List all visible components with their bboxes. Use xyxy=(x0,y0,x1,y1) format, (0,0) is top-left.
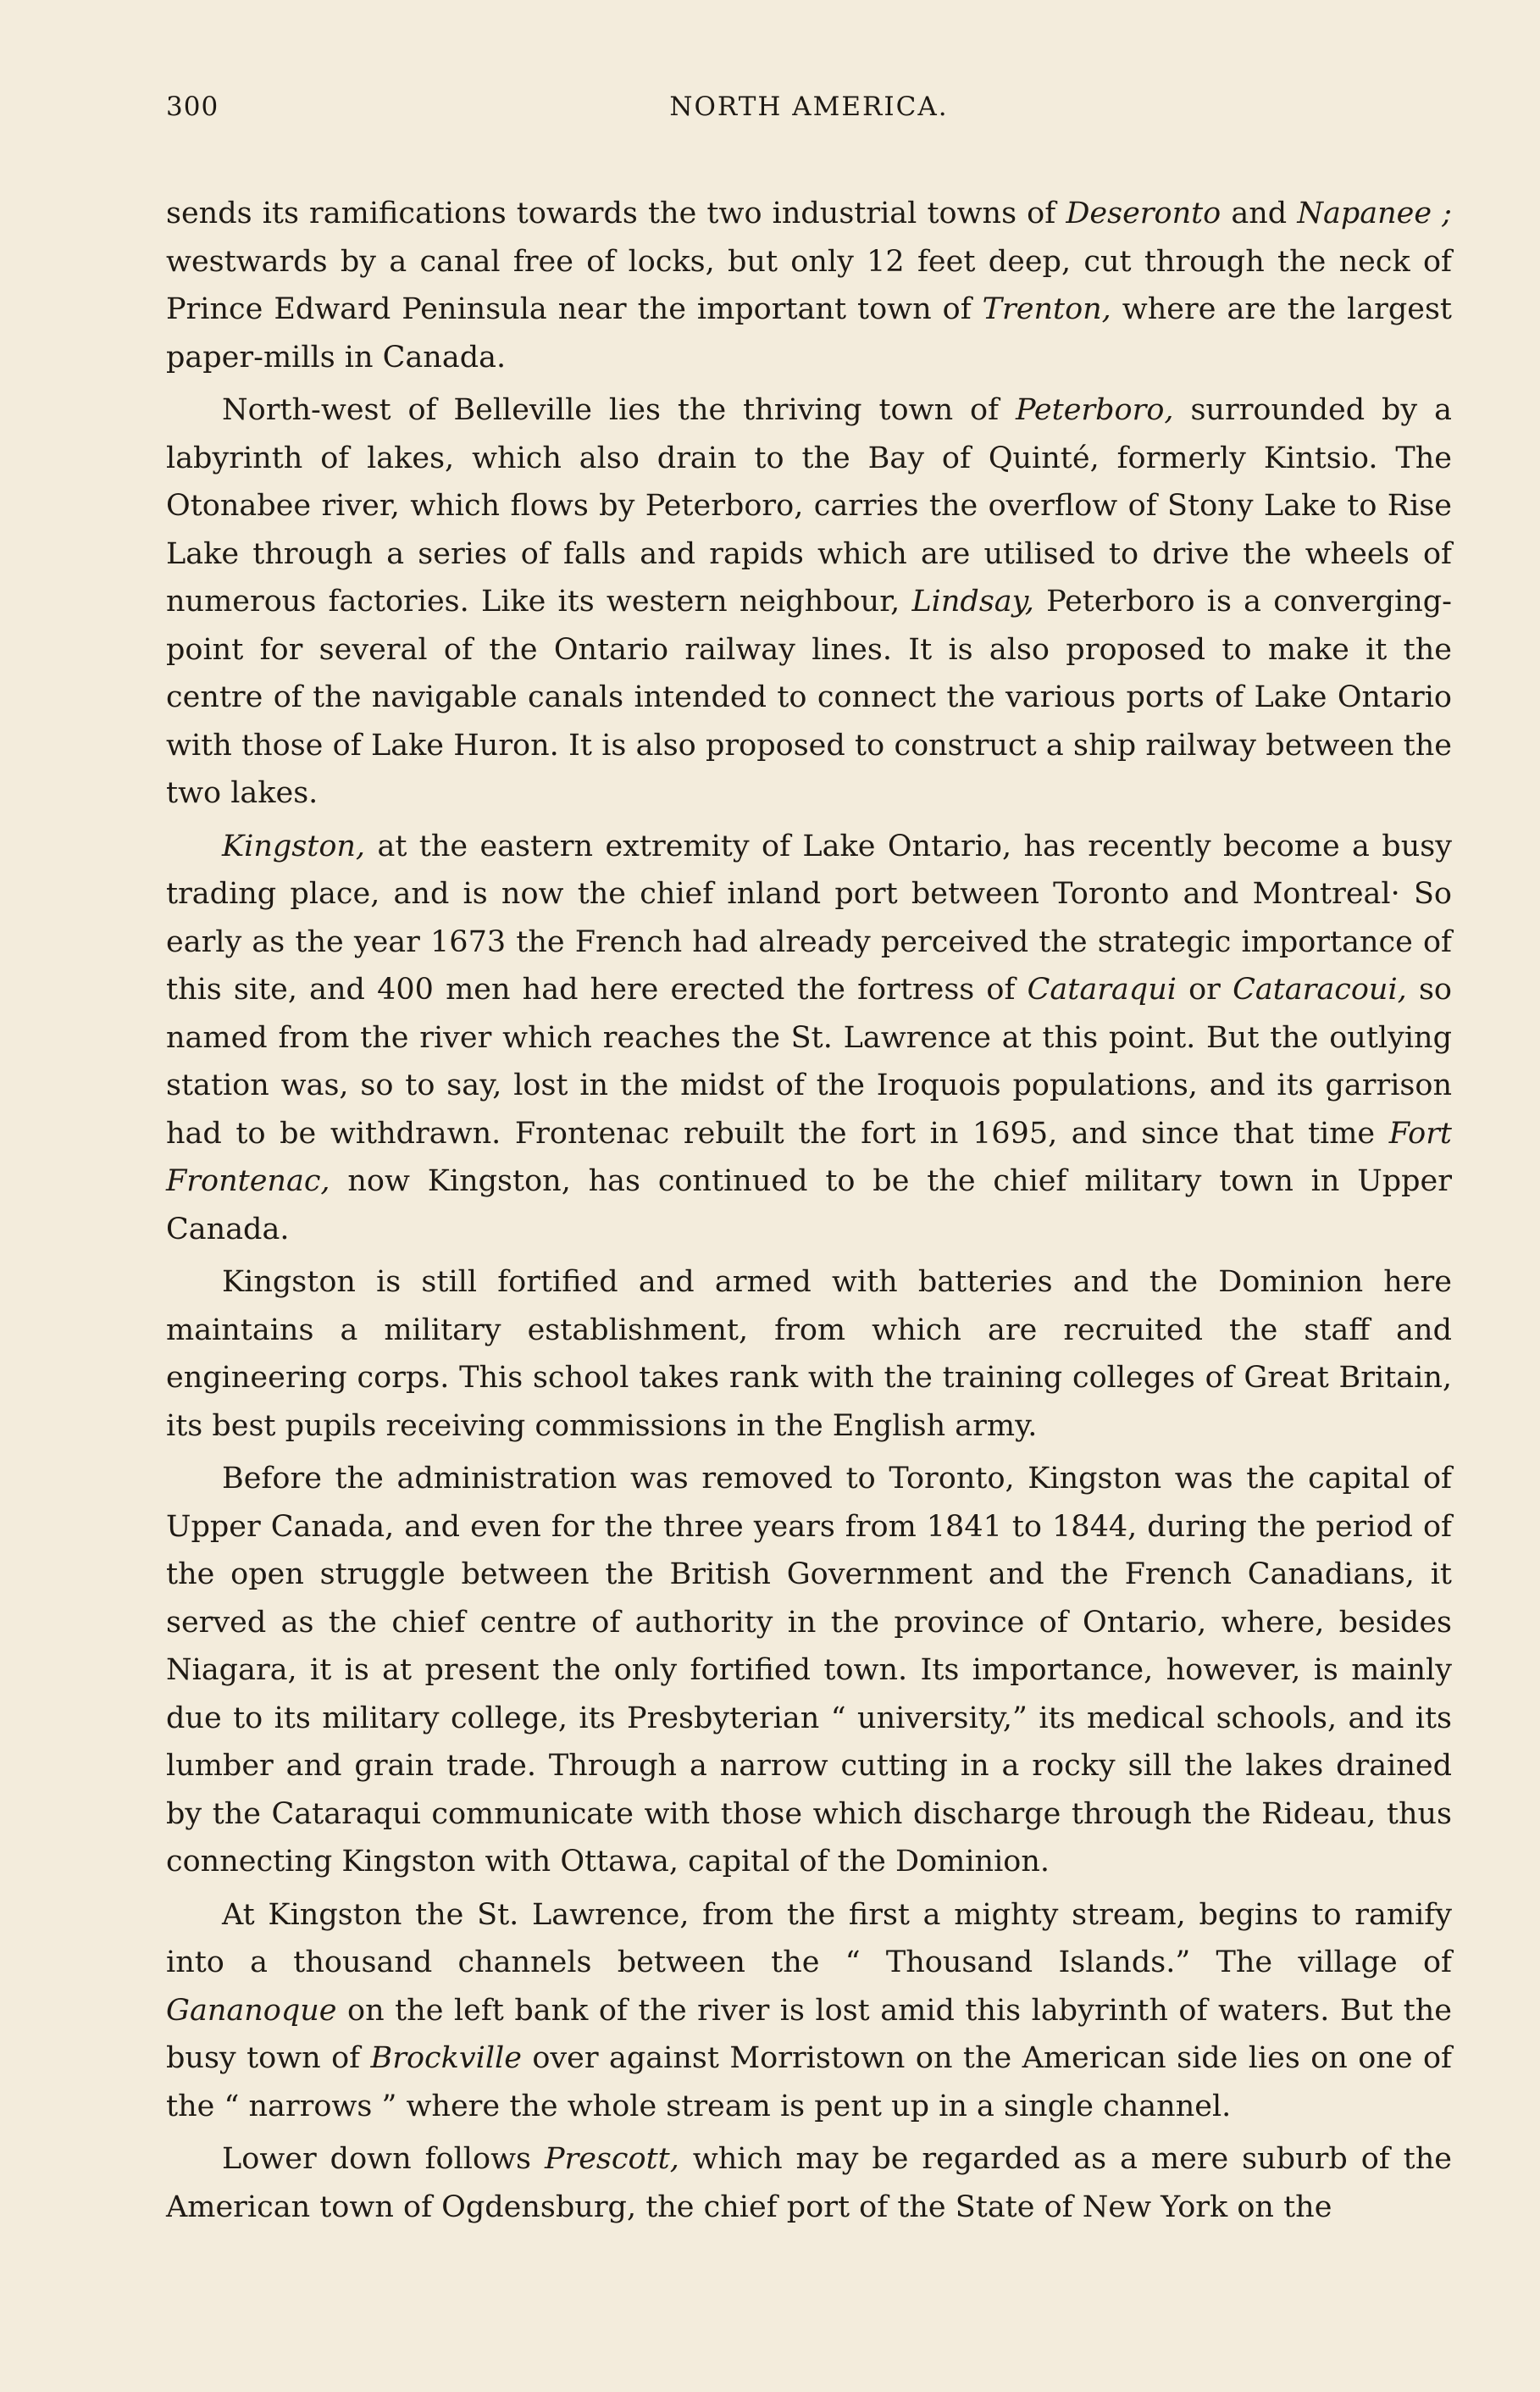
book-page xyxy=(166,92,1452,2231)
text-run: Before the administration was removed to Toronto, Kingston was the capital of Upper Canada, and even for the three years from 1841 to 1844, during the period of the open struggle between the British Government and the French Canadians, it served as the chief centre of authority in the province of Ontario, where, besides Niagara, it is at present the only fortified town. Its importance, however, is mainly due to its military college, its Presbyterian “ university,” its medical schools, and its lumber and grain trade. Through a narrow cutting in a rocky sill the lakes drained by the Cataraqui communicate with those which discharge through the Rideau, thus connecting Kingston with Ottawa, capital of the Dominion. xyxy=(166,1462,1452,1879)
paragraph xyxy=(166,2135,1452,2231)
italic-place-name: Lindsay, xyxy=(911,585,1034,619)
paragraph xyxy=(166,1258,1452,1450)
italic-place-name: Deseronto xyxy=(1066,197,1221,230)
italic-place-name: Napanee ; xyxy=(1297,197,1452,230)
italic-place-name: Fort Frontenac, xyxy=(166,1116,1452,1198)
text-run: Kingston is still fortified and armed with batteries and the Dominion here maintains a military establishment, from which are recruited the staff and engineering corps. This school takes rank with the training colleges of Great Britain, its best pupils receiving commissions in the English army. xyxy=(166,1265,1452,1443)
italic-place-name: Trenton, xyxy=(982,292,1111,326)
italic-place-name: Cataraqui xyxy=(1027,973,1177,1007)
italic-place-name: Brockville xyxy=(370,2041,522,2075)
paragraph xyxy=(166,823,1452,1254)
text-run: Lower down follows xyxy=(222,2142,545,2176)
italic-place-name: Cataracoui, xyxy=(1233,973,1407,1007)
text-run: over against Morristown on the American side lies on one of the “ narrows ” where the whole stream is pent up in a single channel. xyxy=(166,2041,1452,2123)
text-run: North-west of Belleville lies the thriving town of xyxy=(222,393,1016,427)
text-run: so named from the river which reaches the St. Lawrence at this point. But the outlying station was, so to say, lost in the midst of the Iroquois populations, and its garrison had to be withdrawn. Frontenac rebuilt the fort in 1695, and since that time xyxy=(166,973,1452,1151)
italic-place-name: Kingston, xyxy=(222,829,366,863)
text-run: At Kingston the St. Lawrence, from the first a mighty stream, begins to ramify into a thousand channels between the “ Thousand Islands.” The village of xyxy=(166,1897,1452,1979)
paragraph xyxy=(166,1455,1452,1886)
text-run: on the left bank of the river is lost amid this labyrinth of waters. But the busy town of xyxy=(166,1993,1452,2075)
paragraph xyxy=(166,386,1452,818)
text-run: or xyxy=(1176,973,1233,1007)
text-run: now Kingston, has continued to be the chief military town in Upper Canada. xyxy=(166,1164,1452,1246)
text-run: which may be regarded as a mere suburb of the American town of Ogdensburg, the chief port of the State of New York on the xyxy=(166,2142,1452,2224)
italic-place-name: Peterboro, xyxy=(1015,393,1174,427)
text-run: surrounded by a labyrinth of lakes, which also drain to the Bay of Quinté, formerly Kintsio. The Otonabee river, which flows by Peterboro, carries the overflow of Stony Lake to Rise Lake through a series of falls and rapids which are utilised to drive the wheels of numerous factories. Like its western neighbour, xyxy=(166,393,1452,619)
running-head xyxy=(166,92,1452,139)
running-title: NORTH AMERICA. xyxy=(669,92,949,122)
text-run: at the eastern extremity of Lake Ontario, has recently become a busy trading place, and is now the chief inland port between Toronto and Montreal· So early as the year 1673 the French had already perceived the strategic importance of this site, and 400 men had here erected the fortress of xyxy=(166,829,1452,1007)
page-number: 300 xyxy=(166,92,219,122)
paragraph xyxy=(166,190,1452,381)
text-run: Peterboro is a converging-point for several of the Ontario railway lines. It is also proposed to make it the centre of the navigable canals intended to connect the various ports of Lake Ontario with those of Lake Huron. It is also proposed to construct a ship railway between the two lakes. xyxy=(166,585,1452,810)
body-text xyxy=(166,190,1452,2231)
italic-place-name: Gananoque xyxy=(166,1993,337,2028)
paragraph xyxy=(166,1891,1452,2131)
text-run: sends its ramifications towards the two industrial towns of xyxy=(166,197,1066,230)
italic-place-name: Prescott, xyxy=(544,2142,679,2176)
text-run: where are the largest paper-mills in Canada. xyxy=(166,292,1452,375)
text-run: and xyxy=(1221,197,1298,230)
text-run: westwards by a canal free of locks, but only 12 feet deep, cut through the neck of Prince Edward Peninsula near the important town of xyxy=(166,244,1452,326)
